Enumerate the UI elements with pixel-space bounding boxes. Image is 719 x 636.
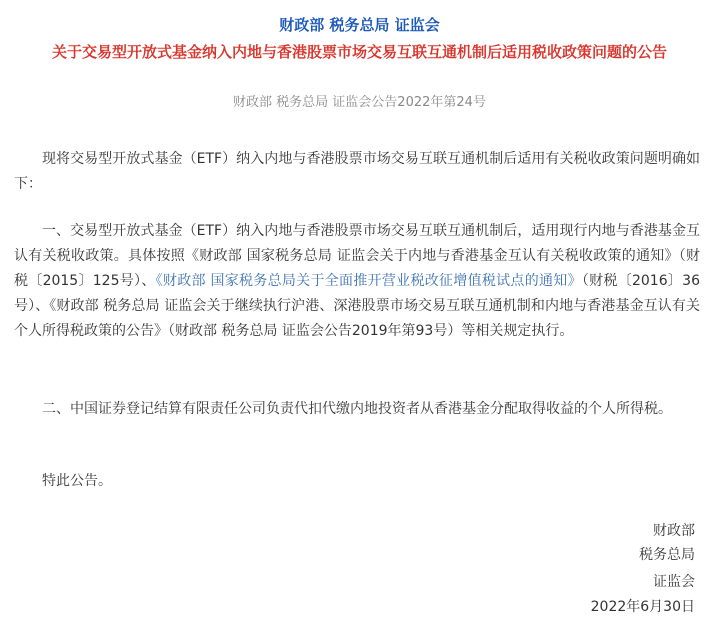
article-one-text-start: 一、交易型开放式基金（ETF）纳入内地与香港股票市场交易互联互通机制后，适用现行内地与香港基金互认有关税收政策。具体按照《财政部 国家税务总局 证监会关于内地与香港基金互认有关税收政策的通知》（财税〔2015〕125号）、 xyxy=(14,223,700,289)
article-one-paragraph xyxy=(14,219,700,344)
document-number: 财政部 税务总局 证监会公告2022年第24号 xyxy=(233,95,486,110)
announcement-title: 关于交易型开放式基金纳入内地与香港股票市场交易互联互通机制后适用税收政策问题的公告 xyxy=(51,43,667,61)
vat-reform-notice-link[interactable]: 《财政部 国家税务总局关于全面推开营业税改征增值税试点的通知》 xyxy=(155,273,582,289)
signature-securities-commission: 证监会 xyxy=(653,574,695,590)
signature-date: 2022年6月30日 xyxy=(590,599,695,615)
intro-paragraph: 现将交易型开放式基金（ETF）纳入内地与香港股票市场交易互联互通机制后适用有关税收政策问题明确如下： xyxy=(14,151,700,192)
article-one-text-end: （财税〔2016〕36号）、《财政部 税务总局 证监会关于继续执行沪港、深港股票市场交易互联互通机制和内地与香港基金互认有关个人所得税政策的公告》（财政部 税务总局 证监会公告2019年第93号）等相关规定执行。 xyxy=(14,273,701,339)
issuing-agencies: 财政部 税务总局 证监会 xyxy=(279,16,440,34)
article-two-paragraph: 二、中国证券登记结算有限责任公司负责代扣代缴内地投资者从香港基金分配取得收益的个人所得税。 xyxy=(42,401,672,417)
signature-ministry-of-finance: 财政部 xyxy=(653,523,695,539)
signature-taxation-administration: 税务总局 xyxy=(639,547,695,563)
closing-paragraph: 特此公告。 xyxy=(42,473,112,489)
